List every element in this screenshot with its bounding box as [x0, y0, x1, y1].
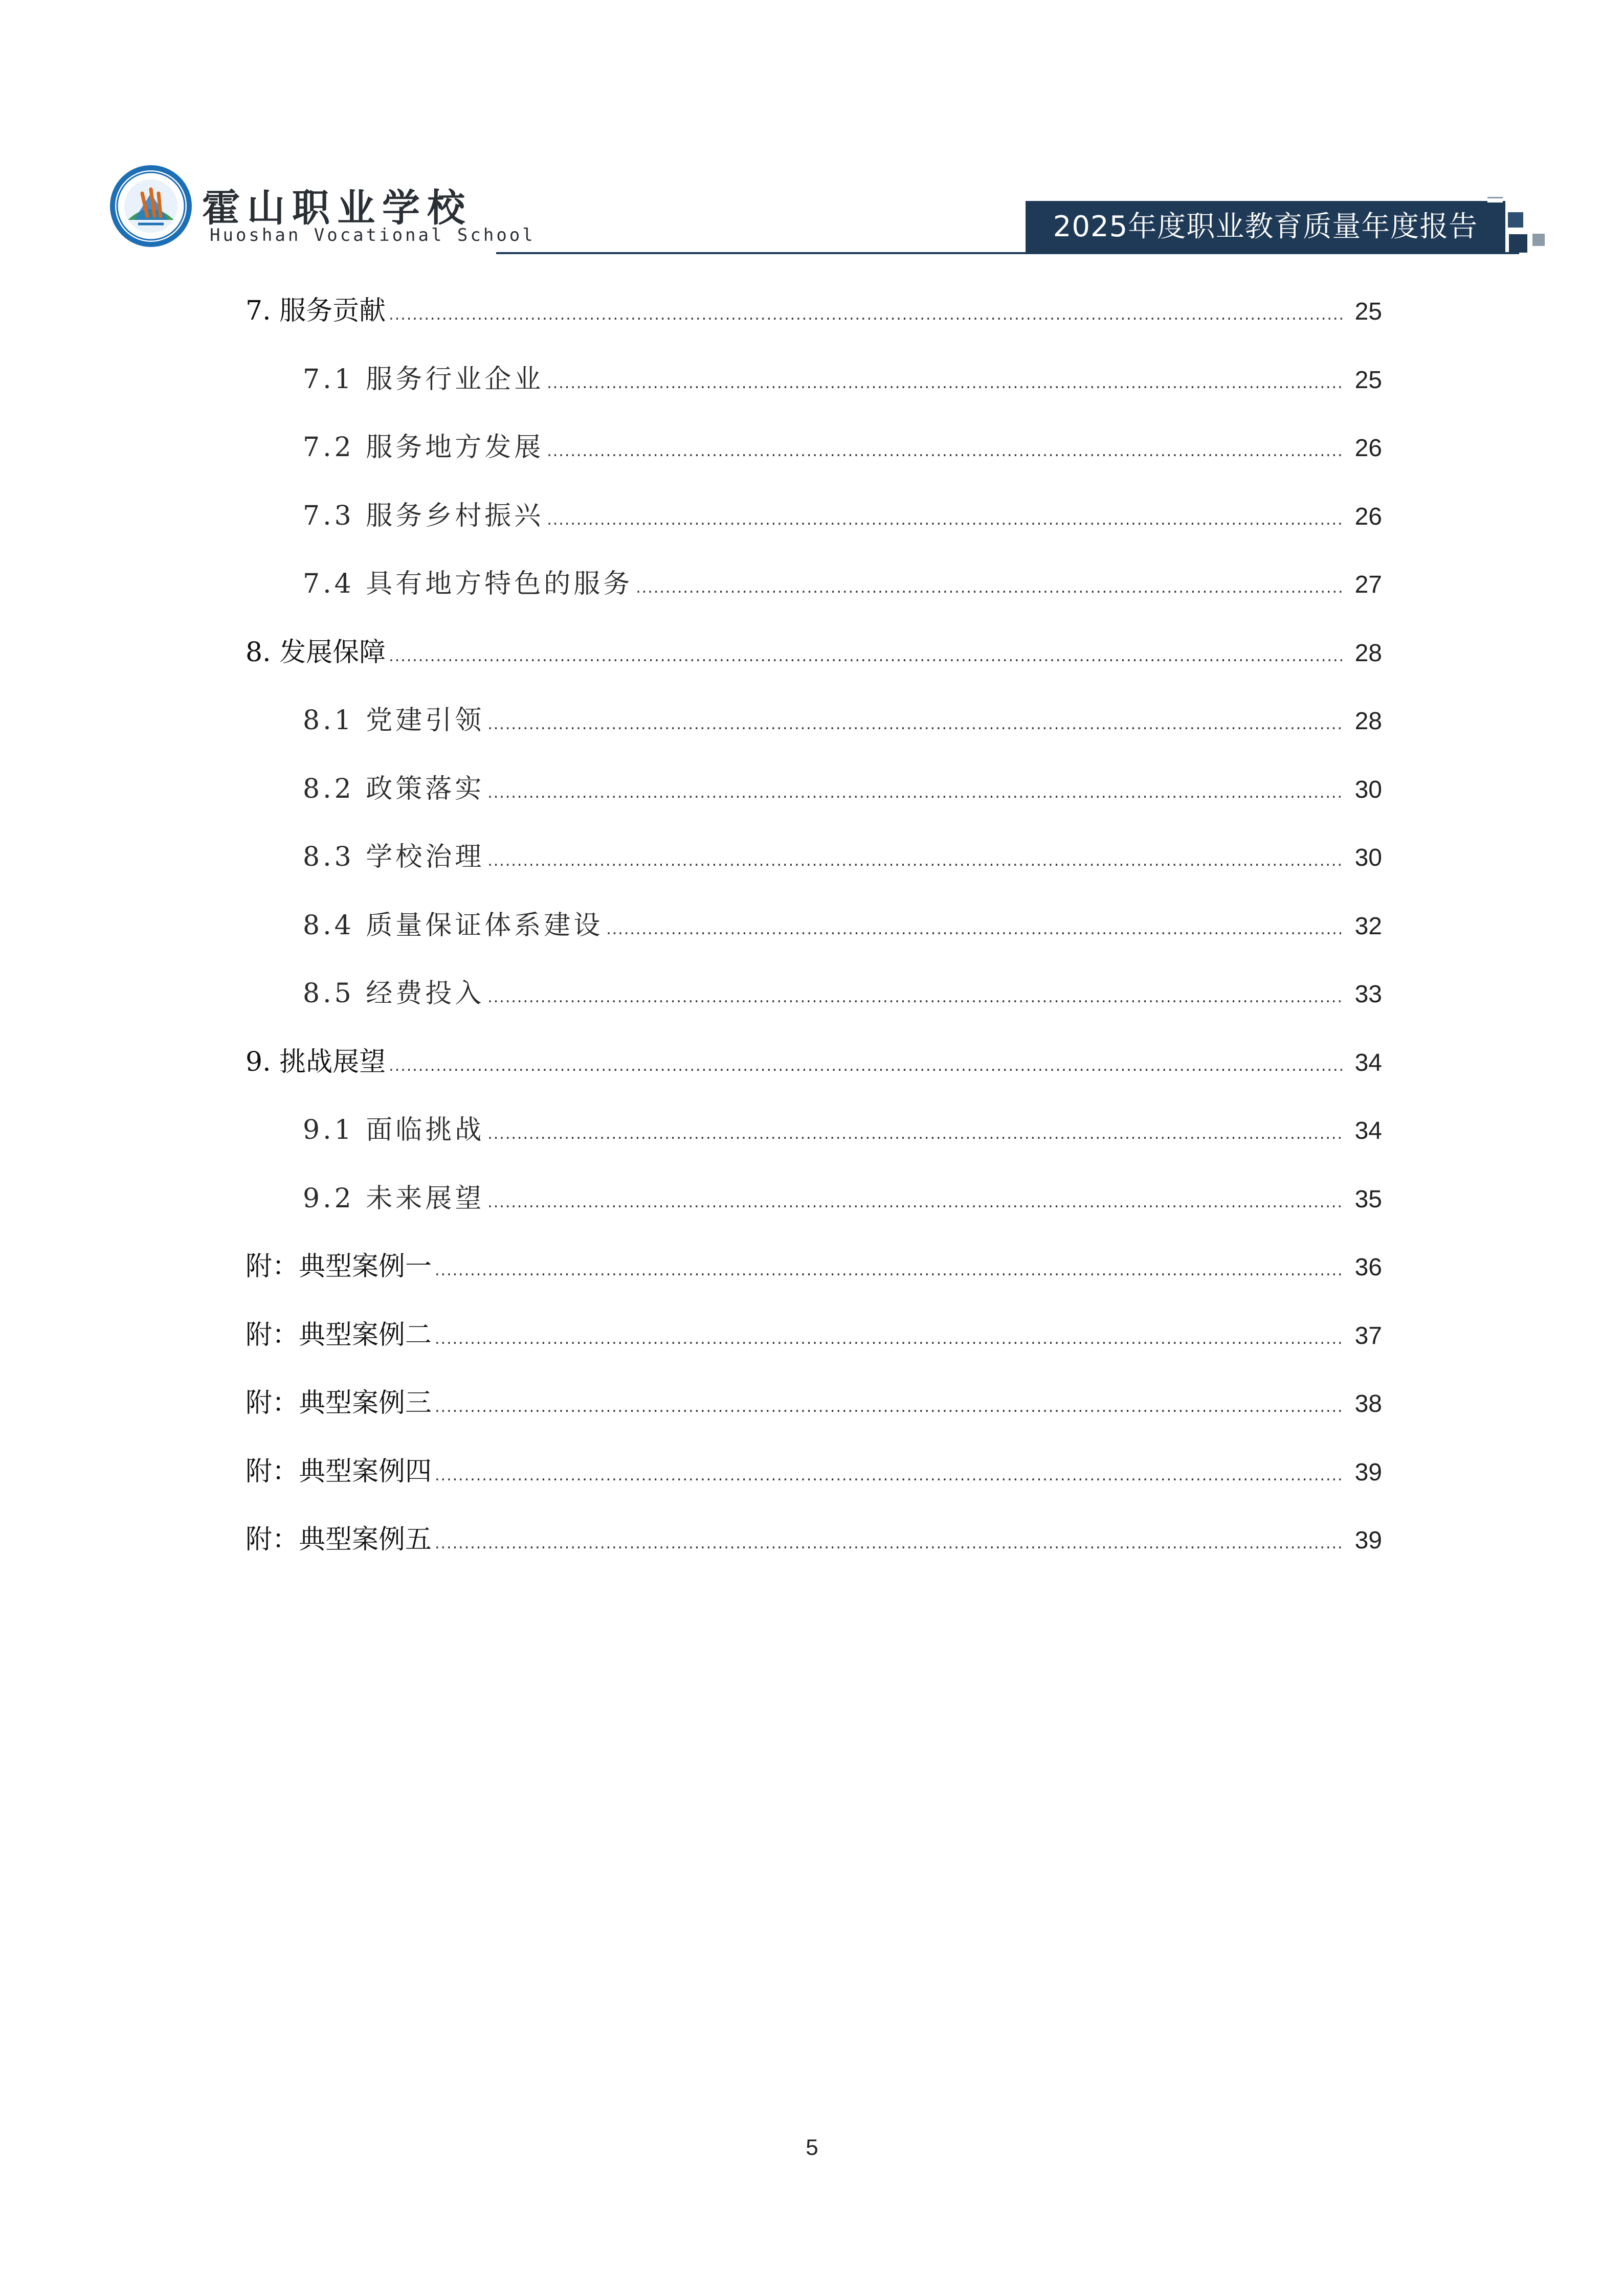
toc-entry-page: 28 — [1354, 639, 1382, 667]
decorative-square-icon — [1487, 197, 1503, 202]
toc-entry[interactable] — [246, 627, 1382, 695]
toc-entry[interactable] — [246, 695, 1382, 763]
toc-leader-dots — [487, 836, 1343, 887]
toc-leader-dots — [487, 972, 1343, 1023]
decorative-square-icon — [1532, 234, 1545, 246]
toc-entry-label: 8.3 学校治理 — [303, 842, 485, 872]
toc-entry-label: 附：典型案例二 — [246, 1319, 432, 1350]
toc-entry-label: 8.2 政策落实 — [303, 773, 485, 804]
toc-leader-dots — [389, 631, 1343, 682]
toc-entry-page: 28 — [1354, 708, 1382, 735]
toc-leader-dots — [487, 768, 1343, 819]
toc-entry-label: 附：典型案例五 — [246, 1524, 432, 1555]
toc-entry-label: 9.2 未来展望 — [303, 1183, 485, 1214]
toc-entry-label: 7.1 服务行业企业 — [303, 364, 544, 395]
toc-leader-dots — [547, 494, 1343, 546]
toc-entry[interactable] — [246, 422, 1382, 490]
toc-entry[interactable] — [246, 1310, 1382, 1378]
toc-entry-page: 30 — [1354, 776, 1382, 803]
toc-entry-label: 附：典型案例四 — [246, 1456, 432, 1487]
toc-leader-dots — [547, 426, 1343, 477]
toc-entry-page: 27 — [1354, 571, 1382, 598]
school-name-cn: 霍山职业学校 — [202, 186, 472, 230]
toc-leader-dots — [606, 904, 1343, 955]
toc-leader-dots — [547, 358, 1343, 409]
toc-entry-page: 39 — [1354, 1527, 1382, 1554]
toc-entry[interactable] — [246, 968, 1382, 1037]
toc-entry-page: 25 — [1354, 366, 1382, 394]
toc-entry[interactable] — [246, 558, 1382, 627]
page-number: 5 — [806, 2135, 818, 2160]
school-name-en: Huoshan Vocational School — [210, 225, 536, 245]
toc-entry[interactable] — [246, 900, 1382, 969]
toc-entry-page: 35 — [1354, 1185, 1382, 1213]
toc-leader-dots — [487, 699, 1343, 750]
toc-entry[interactable] — [246, 763, 1382, 832]
toc-leader-dots — [435, 1518, 1343, 1569]
toc-leader-dots — [435, 1314, 1343, 1365]
toc-entry[interactable] — [246, 1173, 1382, 1242]
toc-entry-page: 30 — [1354, 844, 1382, 871]
toc-entry-page: 38 — [1354, 1390, 1382, 1417]
toc-entry-page: 36 — [1354, 1254, 1382, 1281]
toc-leader-dots — [435, 1245, 1343, 1296]
table-of-contents — [246, 285, 1382, 1583]
toc-entry-page: 37 — [1354, 1322, 1382, 1349]
toc-leader-dots — [435, 1450, 1343, 1501]
decorative-square-icon — [1508, 212, 1523, 228]
toc-entry[interactable] — [246, 1446, 1382, 1515]
toc-entry-label: 8.1 党建引领 — [303, 705, 485, 736]
toc-entry-page: 34 — [1354, 1049, 1382, 1076]
toc-entry-label: 7. 服务贡献 — [246, 296, 386, 326]
toc-entry-page: 34 — [1354, 1117, 1382, 1144]
toc-entry-label: 附：典型案例一 — [246, 1251, 432, 1282]
toc-leader-dots — [435, 1382, 1343, 1433]
toc-entry[interactable] — [246, 831, 1382, 900]
toc-entry-page: 26 — [1354, 435, 1382, 462]
toc-entry-page: 39 — [1354, 1458, 1382, 1486]
report-title-banner: 2025年度职业教育质量年度报告 — [1026, 201, 1505, 253]
toc-entry[interactable] — [246, 1514, 1382, 1583]
toc-entry[interactable] — [246, 1378, 1382, 1446]
decorative-square-icon — [1509, 234, 1527, 253]
toc-entry-label: 7.4 具有地方特色的服务 — [303, 569, 633, 599]
toc-entry-page: 33 — [1354, 981, 1382, 1008]
toc-entry-label: 8.5 经费投入 — [303, 978, 485, 1009]
toc-entry-page: 25 — [1354, 298, 1382, 325]
toc-entry-label: 9.1 面临挑战 — [303, 1115, 485, 1145]
toc-entry-page: 26 — [1354, 503, 1382, 530]
school-emblem-icon — [107, 163, 194, 250]
toc-entry-page: 32 — [1354, 912, 1382, 940]
toc-leader-dots — [487, 1109, 1343, 1160]
toc-leader-dots — [487, 1177, 1343, 1228]
toc-entry-label: 7.3 服务乡村振兴 — [303, 500, 544, 531]
toc-entry[interactable] — [246, 1105, 1382, 1173]
toc-entry[interactable] — [246, 354, 1382, 422]
toc-entry-label: 附：典型案例三 — [246, 1388, 432, 1419]
toc-entry-label: 8.4 质量保证体系建设 — [303, 910, 604, 941]
toc-entry[interactable] — [246, 1241, 1382, 1310]
toc-entry-label: 7.2 服务地方发展 — [303, 432, 544, 463]
toc-entry[interactable] — [246, 1037, 1382, 1105]
toc-entry[interactable] — [246, 285, 1382, 354]
toc-entry-label: 8. 发展保障 — [246, 637, 386, 668]
toc-leader-dots — [636, 562, 1343, 614]
toc-leader-dots — [389, 289, 1343, 341]
toc-entry[interactable] — [246, 490, 1382, 559]
toc-leader-dots — [389, 1041, 1343, 1092]
toc-entry-label: 9. 挑战展望 — [246, 1046, 386, 1077]
